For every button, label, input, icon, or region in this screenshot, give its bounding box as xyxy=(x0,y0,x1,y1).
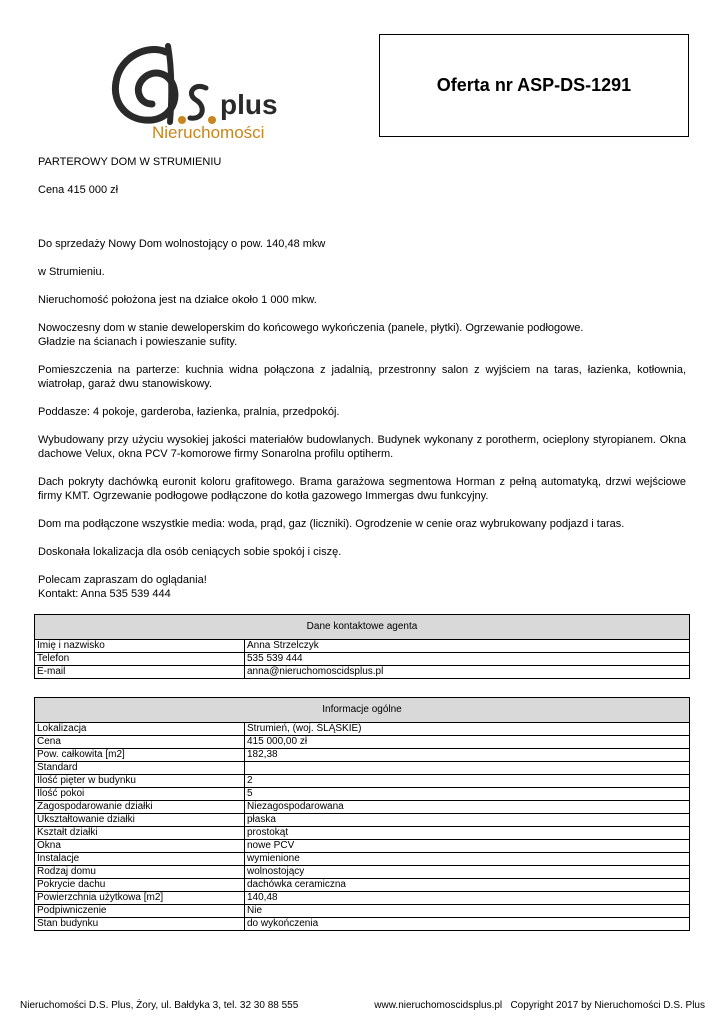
table-row: E-mail anna@nieruchomoscidsplus.pl xyxy=(35,666,690,679)
table-row: Pow. całkowita [m2] 182,38 xyxy=(35,749,690,762)
company-logo xyxy=(108,38,288,142)
general-info-table xyxy=(34,697,690,931)
agent-table-header: Dane kontaktowe agenta xyxy=(35,615,690,640)
table-row: Telefon 535 539 444 xyxy=(35,653,690,666)
table-row: Okna nowe PCV xyxy=(35,840,690,853)
paragraph-6: Poddasze: 4 pokoje, garderoba, łazienka, pralnia, przedpokój. xyxy=(38,406,340,418)
table-row: Rodzaj domu wolnostojący xyxy=(35,866,690,879)
table-row: Cena 415 000,00 zł xyxy=(35,736,690,749)
paragraph-4: Nowoczesny dom w stanie deweloperskim do końcowego wykończenia (panele, płytki). Ogrzewanie podłogowe. xyxy=(38,322,584,334)
table-row: Stan budynku do wykończenia xyxy=(35,918,690,931)
table-row: Ilość pokoi 5 xyxy=(35,788,690,801)
paragraph-1: Do sprzedaży Nowy Dom wolnostojący o pow. 140,48 mkw xyxy=(38,238,326,250)
agent-email: anna@nieruchomoscidsplus.pl xyxy=(245,666,690,679)
paragraph-11: Polecam zapraszam do oglądania! xyxy=(38,574,207,586)
logo-s xyxy=(190,86,206,118)
table-row: Ilość pięter w budynku 2 xyxy=(35,775,690,788)
paragraph-10: Doskonała lokalizacja dla osób ceniących sobie spokój i ciszę. xyxy=(38,546,342,558)
paragraph-9: Dom ma podłączone wszystkie media: woda, prąd, gaz (liczniki). Ogrodzenie w cenie oraz wybrukowany podjazd i taras. xyxy=(38,518,625,530)
footer-copyright: www.nieruchomoscidsplus.pl Copyright 2017 by Nieruchomości D.S. Plus xyxy=(374,1000,705,1011)
offer-title: Oferta nr ASP-DS-1291 xyxy=(436,75,632,95)
table-row: Instalacje wymienione xyxy=(35,853,690,866)
table-row: Powierzchnia użytkowa [m2] 140,48 xyxy=(35,892,690,905)
logo-subtitle: Nieruchomości xyxy=(152,123,265,142)
footer-address: Nieruchomości D.S. Plus, Żory, ul. Bałdyka 3, tel. 32 30 88 555 xyxy=(20,1000,299,1011)
paragraph-2: w Strumieniu. xyxy=(38,266,105,278)
table-row: Zagospodarowanie działki Niezagospodarowana xyxy=(35,801,690,814)
listing-description xyxy=(38,155,686,601)
table-row: Lokalizacja Strumień, (woj. ŚLĄSKIE) xyxy=(35,723,690,736)
paragraph-7: Wybudowany przy użyciu wysokiej jakości materiałów budowlanych. Budynek wykonany z porotherm, ocieplony styropianem. Okna dachowe Velux, okna PCV 7-komorowe firmy Sonarolna profilu optiherm. xyxy=(38,434,686,460)
contact-line: Kontakt: Anna 535 539 444 xyxy=(38,588,171,600)
paragraph-5: Pomieszczenia na parterze: kuchnia widna połączona z jadalnią, przestronny salon z wyjściem na taras, łazienka, kotłownia, wiatrołap, garaż dwu stanowiskowy. xyxy=(38,364,686,390)
listing-price: Cena 415 000 zł xyxy=(38,184,119,196)
table-row: Podpiwniczenie Nie xyxy=(35,905,690,918)
agent-contact-table xyxy=(34,614,690,679)
paragraph-4b: Gładzie na ścianach i powieszanie sufity. xyxy=(38,336,238,348)
table-row: Imię i nazwisko Anna Strzelczyk xyxy=(35,640,690,653)
table-row: Kształt działki prostokąt xyxy=(35,827,690,840)
logo-stem xyxy=(168,46,171,122)
offer-number-box xyxy=(379,34,689,137)
info-table-header: Informacje ogólne xyxy=(35,698,690,723)
logo-swirl xyxy=(115,50,174,121)
paragraph-8: Dach pokryty dachówką euronit koloru grafitowego. Brama garażowa segmentowa Horman z pełną automatyką, drzwi wejściowe firmy KMT. Ogrzewanie podłogowe podłączone do kotła gazowego Immergas dwu funkcyjny. xyxy=(38,476,686,502)
logo-plus: plus xyxy=(220,89,278,120)
paragraph-3: Nieruchomość położona jest na działce około 1 000 mkw. xyxy=(38,294,317,306)
table-row: Ukształtowanie działki płaska xyxy=(35,814,690,827)
table-row: Standard xyxy=(35,762,690,775)
table-row: Pokrycie dachu dachówka ceramiczna xyxy=(35,879,690,892)
listing-title: PARTEROWY DOM W STRUMIENIU xyxy=(38,156,222,168)
